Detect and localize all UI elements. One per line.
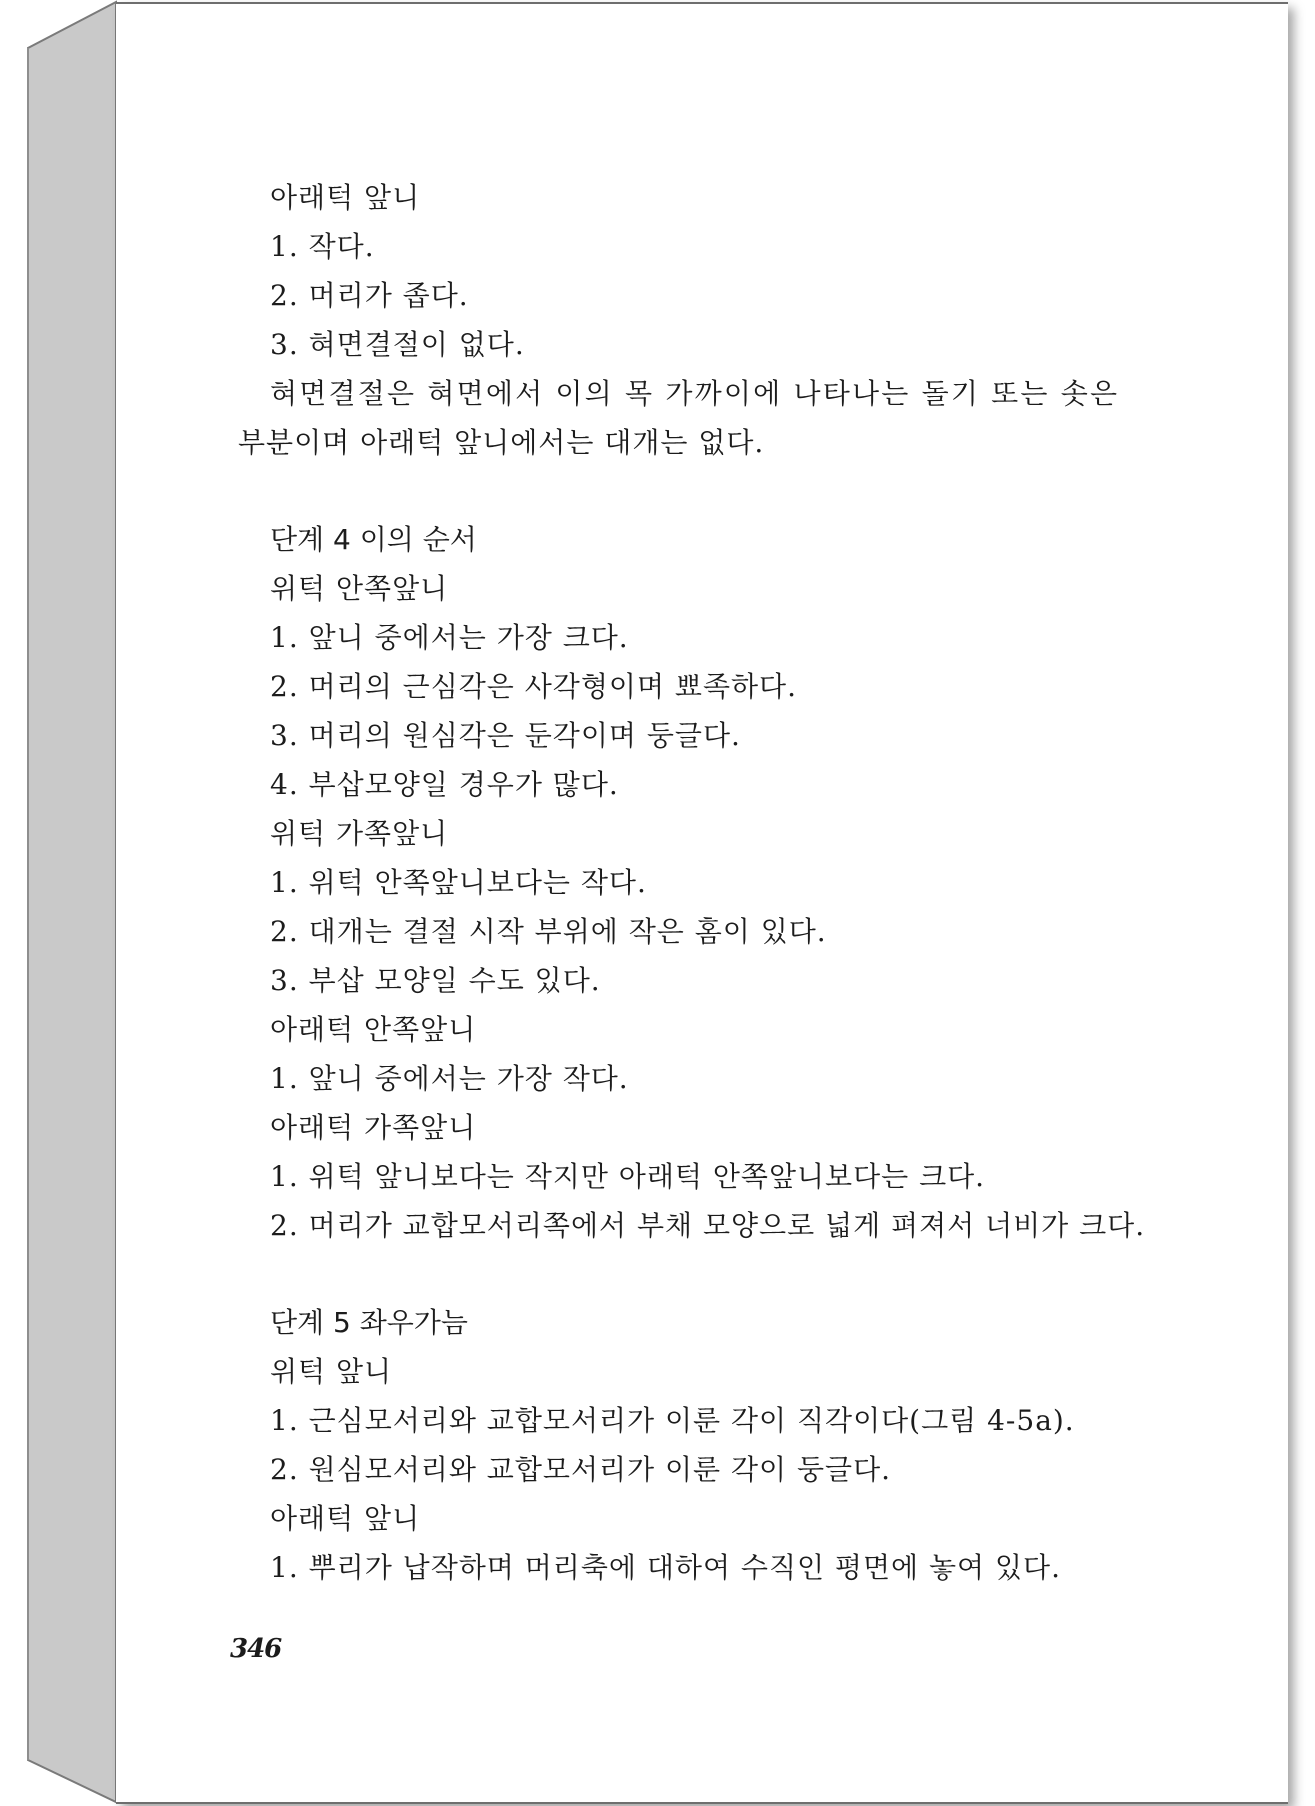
list-item: 1. 뿌리가 납작하며 머리축에 대하여 수직인 평면에 놓여 있다. [270,1551,1061,1584]
page-content [116,4,1288,1802]
page-number: 346 [230,1634,282,1664]
list-item: 2. 머리가 좁다. [270,279,469,312]
list-item: 3. 혀면결절이 없다. [270,328,525,361]
list-item: 1. 작다. [270,230,375,263]
book-spine [0,0,130,1806]
subheading-lower-central-incisor: 아래턱 안쪽앞니 [270,1013,477,1046]
section-heading-step-4: 단계 4 이의 순서 [270,523,477,556]
list-item: 2. 머리의 근심각은 사각형이며 뾰족하다. [270,670,797,703]
heading-lower-incisors: 아래턱 앞니 [270,181,421,214]
subheading-upper-central-incisor: 위턱 안쪽앞니 [270,572,449,605]
list-item: 2. 대개는 결절 시작 부위에 작은 홈이 있다. [270,915,827,948]
paragraph-line: 혀면결절은 혀면에서 이의 목 가까이에 나타나는 돌기 또는 솟은 [270,377,1120,410]
list-item: 2. 머리가 교합모서리쪽에서 부채 모양으로 넓게 펴져서 너비가 크다. [270,1209,1146,1242]
list-item: 3. 머리의 원심각은 둔각이며 둥글다. [270,719,741,752]
subheading-lower-incisors: 아래턱 앞니 [270,1502,421,1535]
book-page [116,2,1288,1804]
list-item: 1. 위턱 앞니보다는 작지만 아래턱 안쪽앞니보다는 크다. [270,1160,986,1193]
list-item: 1. 위턱 안쪽앞니보다는 작다. [270,866,647,899]
list-item: 2. 원심모서리와 교합모서리가 이룬 각이 둥글다. [270,1453,892,1486]
list-item: 4. 부삽모양일 경우가 많다. [270,768,619,801]
list-item: 1. 근심모서리와 교합모서리가 이룬 각이 직각이다(그림 4-5a). [270,1404,1075,1437]
subheading-lower-lateral-incisor: 아래턱 가쪽앞니 [270,1111,477,1144]
list-item: 1. 앞니 중에서는 가장 작다. [270,1062,629,1095]
section-heading-step-5: 단계 5 좌우가늠 [270,1306,468,1339]
subheading-upper-lateral-incisor: 위턱 가쪽앞니 [270,817,449,850]
list-item: 3. 부삽 모양일 수도 있다. [270,964,601,997]
paragraph-line: 부분이며 아래턱 앞니에서는 대개는 없다. [238,426,765,459]
list-item: 1. 앞니 중에서는 가장 크다. [270,621,629,654]
subheading-upper-incisors: 위턱 앞니 [270,1355,393,1388]
